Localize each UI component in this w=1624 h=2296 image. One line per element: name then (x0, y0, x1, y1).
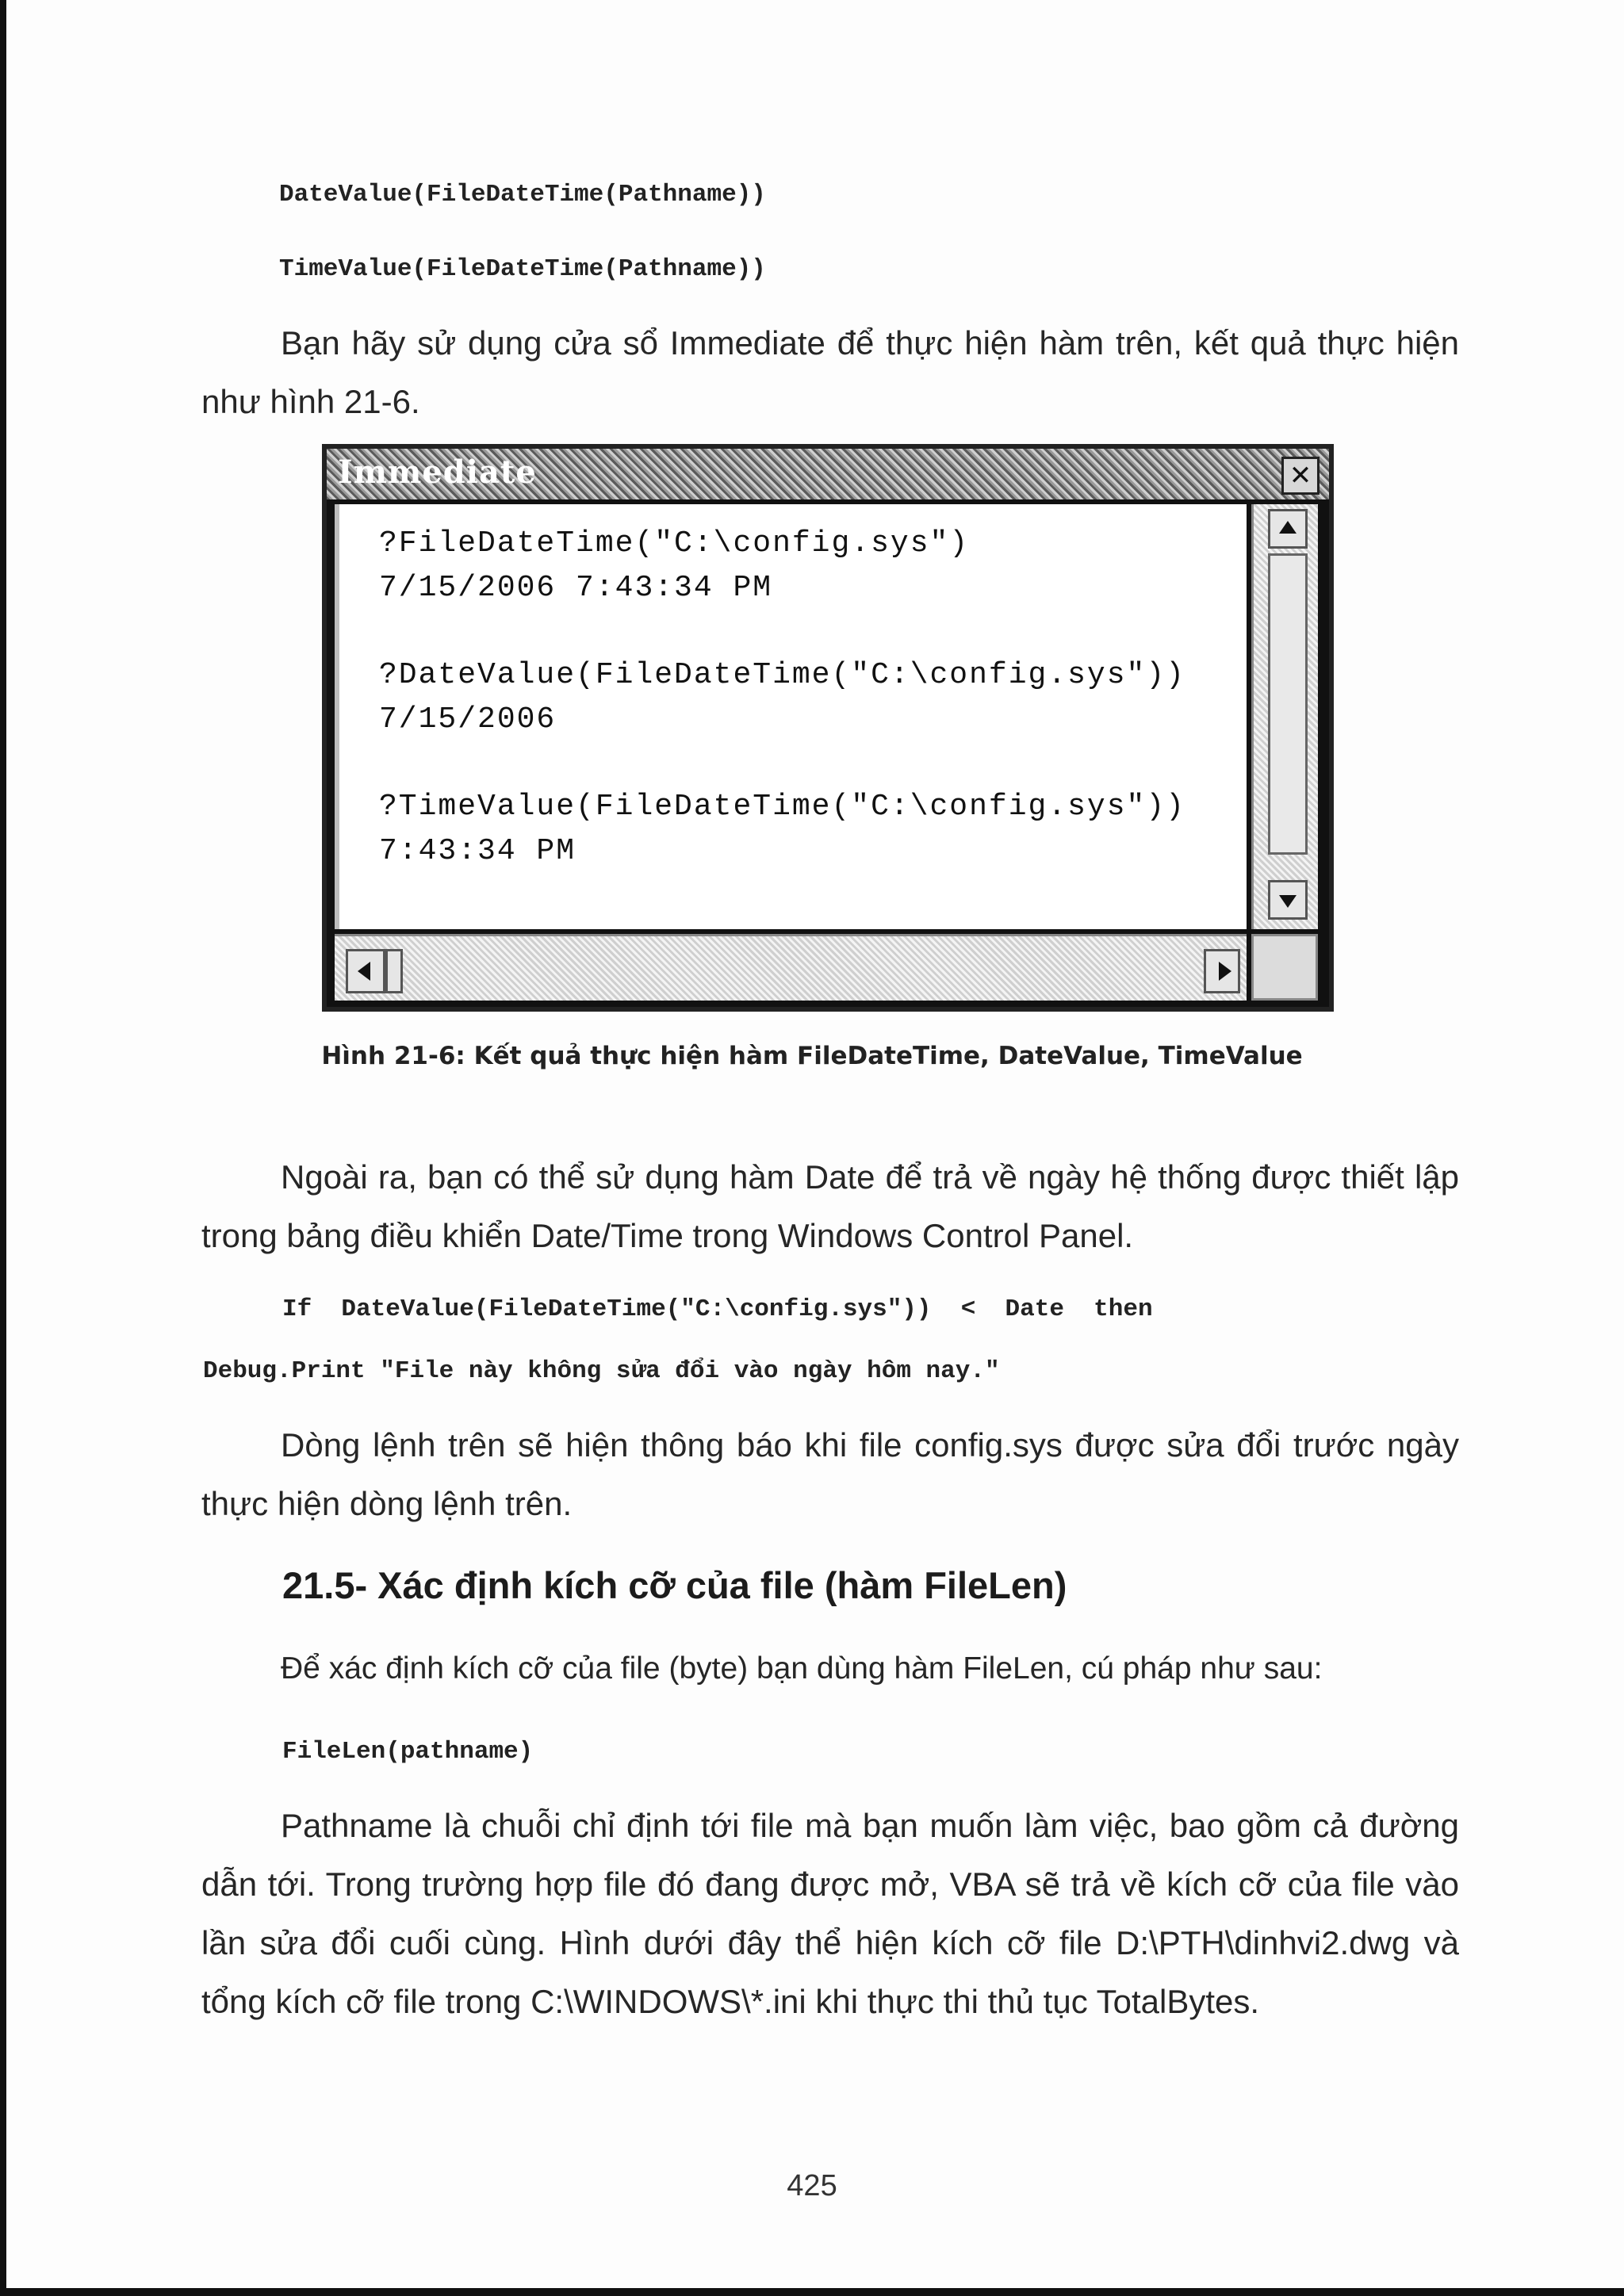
code-datevalue: DateValue(FileDateTime(Pathname)) (279, 181, 766, 209)
immediate-line: ?FileDateTime("C:\config.sys") (379, 526, 970, 561)
paragraph-immediate-intro: Bạn hãy sử dụng cửa sổ Immediate để thực hiện hàm trên, kết quả thực hiện như hình 21-6. (201, 324, 1459, 420)
immediate-line: ?TimeValue(FileDateTime("C:\config.sys")) (379, 790, 1185, 824)
code-if-line: If DateValue(FileDateTime("C:\config.sys")) < Date then (282, 1295, 1153, 1323)
immediate-text-area[interactable] (335, 504, 1247, 929)
page-number: 425 (787, 2169, 837, 2202)
paragraph-filelen-intro: Để xác định kích cỡ của file (byte) bạn dùng hàm FileLen, cú pháp như sau: (281, 1651, 1323, 1686)
arrow-left-icon (358, 962, 370, 981)
immediate-line: ?DateValue(FileDateTime("C:\config.sys")) (379, 658, 1185, 692)
horizontal-scroll-thumb[interactable] (385, 949, 403, 993)
paragraph-message-explain: Dòng lệnh trên sẽ hiện thông báo khi file config.sys được sửa đổi trước ngày thực hiện dòng lệnh trên. (201, 1426, 1459, 1522)
scroll-down-button[interactable] (1268, 880, 1308, 920)
arrow-right-icon (1219, 962, 1231, 981)
scan-edge-left (0, 0, 6, 2296)
code-filelen: FileLen(pathname) (282, 1738, 534, 1766)
scroll-left-button[interactable] (346, 949, 385, 993)
paragraph-date-function: Ngoài ra, bạn có thể sử dụng hàm Date để trả về ngày hệ thống được thiết lập trong bảng điều khiển Date/Time trong Windows Control Panel. (201, 1158, 1459, 1254)
immediate-line: 7/15/2006 (379, 702, 557, 737)
scan-edge-bottom (0, 2288, 1624, 2296)
code-debug-line: Debug.Print "File này không sửa đổi vào ngày hôm nay." (203, 1357, 1000, 1385)
close-button[interactable] (1281, 457, 1320, 495)
arrow-up-icon (1279, 521, 1297, 534)
immediate-line: 7:43:34 PM (379, 834, 576, 868)
arrow-down-icon (1279, 895, 1297, 908)
paragraph-pathname: Pathname là chuỗi chỉ định tới file mà bạn muốn làm việc, bao gồm cả đường dẫn tới. Trong trường hợp file đó đang được mở, VBA sẽ trả về kích cỡ của file vào lần sửa đổi cuối cùng. Hình dưới đây thể hiện kích cỡ file D:\PTH\dinhvi2.dwg và tổng kích cỡ file trong C:\WINDOWS\*.ini khi thực thi thủ tục TotalBytes. (201, 1807, 1459, 2020)
immediate-line: 7/15/2006 7:43:34 PM (379, 571, 773, 605)
code-timevalue: TimeValue(FileDateTime(Pathname)) (279, 255, 766, 283)
scroll-up-button[interactable] (1268, 509, 1308, 549)
figure-caption: Hình 21-6: Kết quả thực hiện hàm FileDateTime, DateValue, TimeValue (321, 1042, 1303, 1070)
immediate-title-bar[interactable] (327, 449, 1329, 499)
vertical-scroll-thumb[interactable] (1268, 553, 1308, 855)
vertical-scrollbar[interactable] (1251, 504, 1318, 929)
immediate-title: Immediate (338, 453, 537, 491)
horizontal-scrollbar[interactable] (335, 934, 1247, 1001)
close-icon: ✕ (1289, 460, 1312, 492)
section-heading: 21.5- Xác định kích cỡ của file (hàm FileLen) (282, 1564, 1067, 1606)
scroll-right-button[interactable] (1204, 949, 1240, 993)
immediate-window (322, 444, 1334, 1012)
scrollbar-corner (1251, 934, 1318, 1001)
